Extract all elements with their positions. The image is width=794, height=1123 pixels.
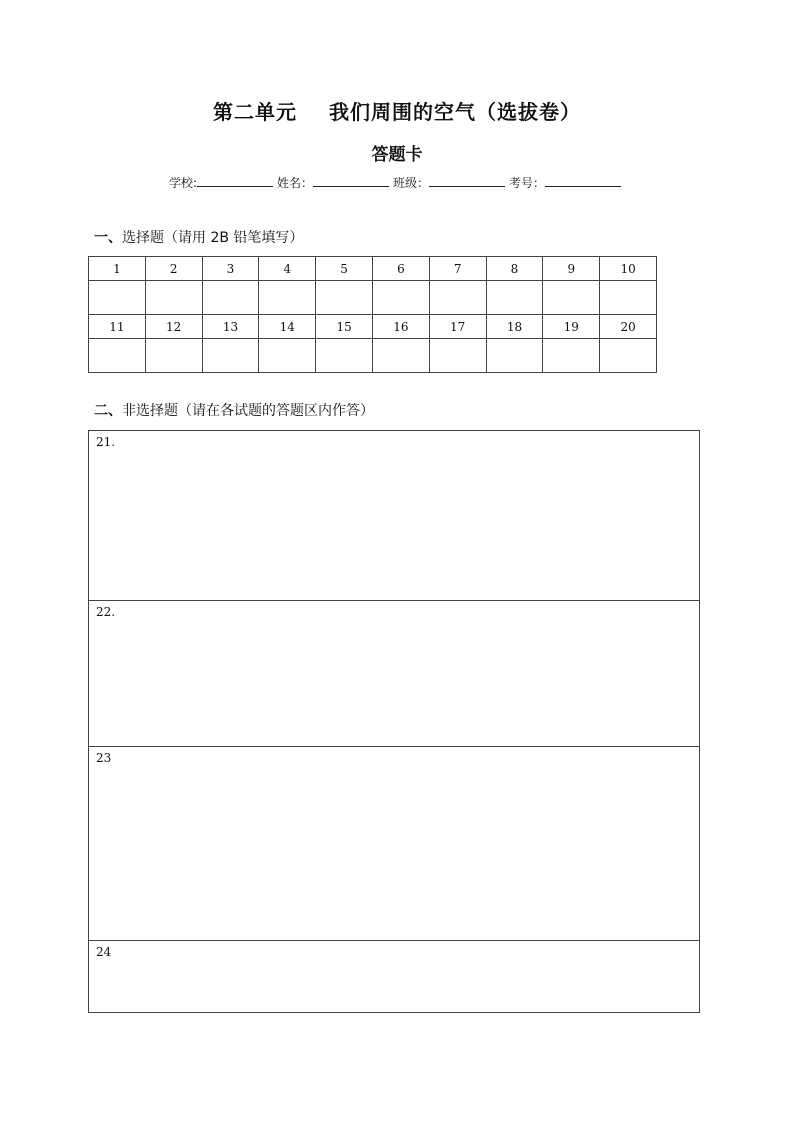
- answer-cell[interactable]: [316, 281, 373, 315]
- question-number: 17: [429, 315, 486, 339]
- unit-label: 第二单元: [213, 100, 297, 124]
- answer-box-22[interactable]: [88, 600, 700, 747]
- answer-cell[interactable]: [202, 339, 259, 373]
- answer-cell[interactable]: [89, 281, 146, 315]
- school-label: 学校:: [168, 176, 197, 190]
- answer-cell[interactable]: [486, 281, 543, 315]
- answer-cell[interactable]: [543, 339, 600, 373]
- question-number: 19: [543, 315, 600, 339]
- question-number: 14: [259, 315, 316, 339]
- question-number: 8: [486, 257, 543, 281]
- question-number: 2: [145, 257, 202, 281]
- question-number: 5: [316, 257, 373, 281]
- question-number: 6: [372, 257, 429, 281]
- question-number: 18: [486, 315, 543, 339]
- name-label: 姓名：: [277, 176, 314, 190]
- question-number: 15: [316, 315, 373, 339]
- answer-sheet-subtitle: 答题卡: [371, 145, 423, 165]
- question-label-21: 21.: [96, 435, 116, 449]
- name-blank[interactable]: [313, 174, 389, 187]
- page-title: [0, 96, 794, 125]
- question-number: 16: [372, 315, 429, 339]
- question-number: 11: [89, 315, 146, 339]
- section-1-title: 选择题（请用 2B 铅笔填写）: [122, 230, 304, 246]
- question-number: 7: [429, 257, 486, 281]
- answer-cell[interactable]: [89, 339, 146, 373]
- answer-cell[interactable]: [600, 339, 657, 373]
- answer-cell[interactable]: [600, 281, 657, 315]
- section-2-heading: [94, 400, 374, 420]
- answer-box-24[interactable]: [88, 940, 700, 1013]
- answer-cell[interactable]: [429, 281, 486, 315]
- question-label-22: 22.: [96, 605, 116, 619]
- question-number: 1: [89, 257, 146, 281]
- exam-number-label: 考号：: [509, 176, 546, 190]
- class-blank[interactable]: [429, 174, 505, 187]
- question-number-row: [89, 315, 657, 339]
- answer-cell[interactable]: [543, 281, 600, 315]
- question-number: 3: [202, 257, 259, 281]
- answer-cell[interactable]: [372, 339, 429, 373]
- answer-cell[interactable]: [372, 281, 429, 315]
- topic-label: 我们周围的空气（选拔卷）: [329, 100, 581, 124]
- answer-cell[interactable]: [486, 339, 543, 373]
- answer-cell[interactable]: [259, 281, 316, 315]
- exam-number-blank[interactable]: [545, 174, 621, 187]
- section-1-number: 一、: [94, 230, 122, 246]
- question-number: 4: [259, 257, 316, 281]
- question-label-24: 24: [96, 945, 112, 959]
- school-blank[interactable]: [197, 174, 273, 187]
- multiple-choice-grid: [88, 256, 657, 373]
- section-1-heading: [94, 227, 303, 247]
- answer-box-23[interactable]: [88, 746, 700, 941]
- answer-row: [89, 281, 657, 315]
- answer-cell[interactable]: [202, 281, 259, 315]
- answer-box-21[interactable]: [88, 430, 700, 601]
- answer-cell[interactable]: [145, 281, 202, 315]
- question-number: 9: [543, 257, 600, 281]
- answer-cell[interactable]: [429, 339, 486, 373]
- section-2-number: 二、: [94, 403, 122, 419]
- answer-cell[interactable]: [316, 339, 373, 373]
- question-number-row: [89, 257, 657, 281]
- section-2-title: 非选择题（请在各试题的答题区内作答）: [122, 403, 374, 419]
- question-number: 20: [600, 315, 657, 339]
- answer-row: [89, 339, 657, 373]
- question-number: 10: [600, 257, 657, 281]
- class-label: 班级：: [393, 176, 430, 190]
- answer-cell[interactable]: [259, 339, 316, 373]
- question-label-23: 23: [96, 751, 112, 765]
- question-number: 13: [202, 315, 259, 339]
- answer-cell[interactable]: [145, 339, 202, 373]
- question-number: 12: [145, 315, 202, 339]
- student-info-line: [0, 174, 794, 191]
